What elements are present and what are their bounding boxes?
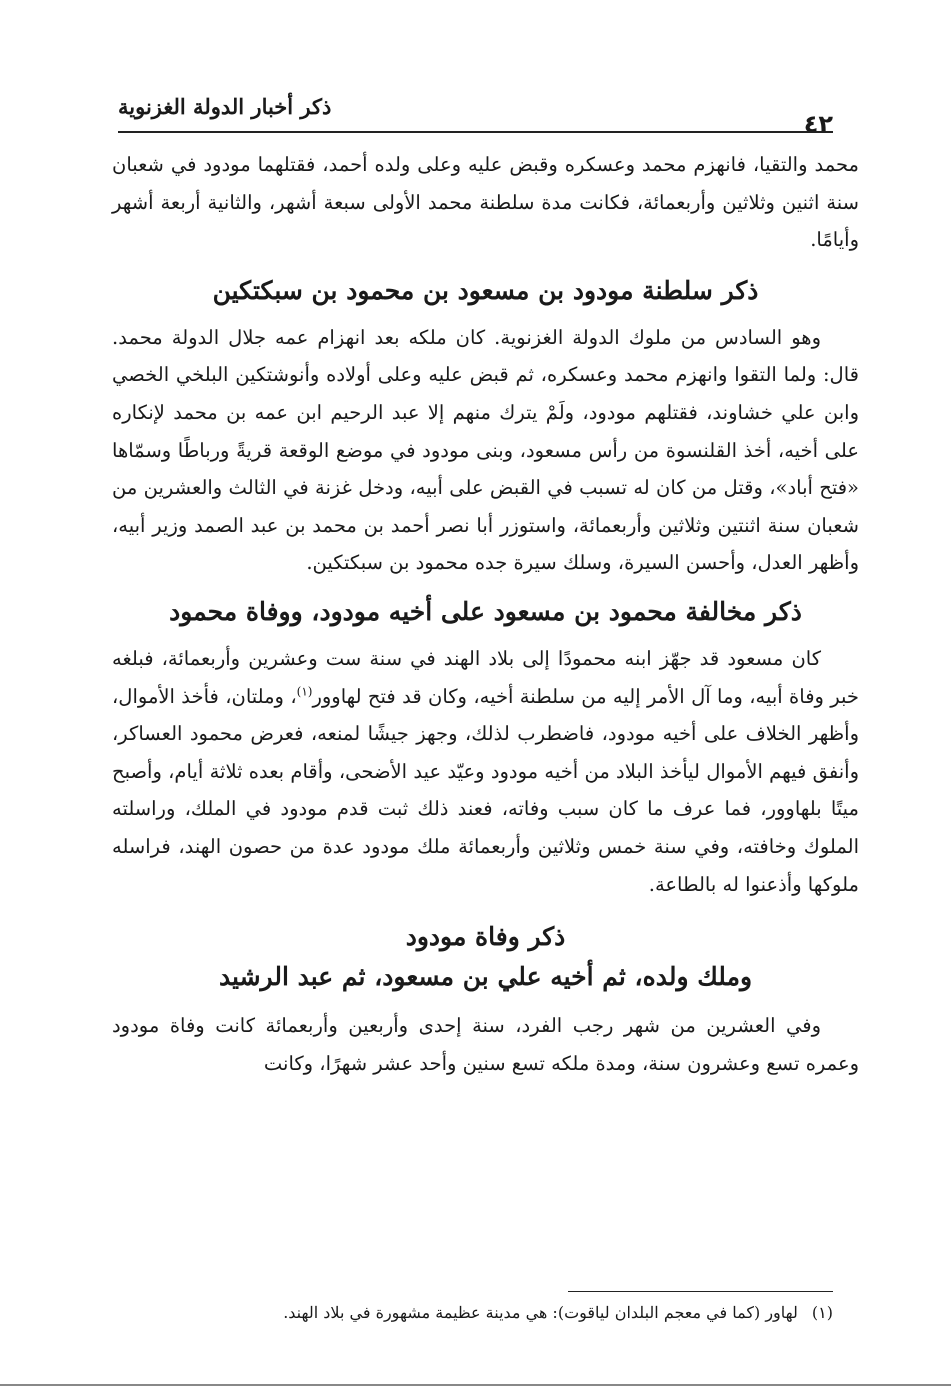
- running-title: ذكر أخبار الدولة الغزنوية: [118, 94, 332, 119]
- mahmud-dispute-paragraph: [112, 640, 859, 903]
- mawdud-death-paragraph: وفي العشرين من شهر رجب الفرد، سنة إحدى وأربعين وأربعمائة كانت وفاة مودود وعمره تسع وعشرون سنة، ومدة ملكه تسع سنين وأحد عشر شهرًا، وكانت: [112, 1014, 859, 1075]
- scan-bottom-edge: [0, 1384, 951, 1386]
- running-head: [118, 94, 833, 138]
- section-heading-mawdud-sultanate: ذكر سلطنة مودود بن مسعود بن محمود بن سبكتكين: [212, 275, 759, 305]
- intro-paragraph: محمد والتقيا، فانهزم محمد وعسكره وقبض عليه وعلى ولده أحمد، فقتلهما مودود في شعبان سنة اثنين وثلاثين وأربعمائة، فكانت مدة سلطنة محمد الأولى سبعة أشهر، والثانية أربعة أشهر وأيامًا.: [112, 153, 859, 252]
- paragraph-text-part-1: كان مسعود قد جهّز ابنه محمودًا إلى بلاد الهند في سنة ست وعشرين وأربعمائة، فبلغه خبر وفاة أبيه، وما آل الأمر إليه من سلطنة أخيه، وكان قد فتح لهاوور: [112, 646, 859, 708]
- paragraph-text-part-2: ، وملتان، فأخذ الأموال، وأظهر الخلاف على أخيه مودود، فاضطرب لذلك، وجهز جيشًا لمنعه، فعرض محمود العساكر، وأنفق فيهم الأموال ليأخذ البلاد من أخيه مودود وعيّد عيد الأضحى، وأقام بعده ثلاثة أيام، وأصبح ميتًا بلهاوور، فما عرف ما كان سبب وفاته، فعند ذلك ثبت قدم مودود في الملك، وراسلته الملوك وخافته، وفي سنة خمس وثلاثين وأربعمائة ملك مودود عدة من حصون الهند، فراسله ملوكها وأذعنوا له بالطاعة.: [112, 684, 859, 896]
- section-heading-mahmud-dispute: ذكر مخالفة محمود بن مسعود على أخيه مودود، ووفاة محمود: [169, 596, 802, 626]
- footnote: [118, 1300, 833, 1326]
- section-heading-mawdud-death: ذكر وفاة مودود: [405, 922, 566, 952]
- footnote-text: لهاور (كما في معجم البلدان لياقوت): هي مدينة عظيمة مشهورة في بلاد الهند.: [283, 1303, 798, 1322]
- page-number: ٤٢: [803, 110, 833, 138]
- page-body: [112, 146, 859, 1082]
- header-rule: [118, 131, 833, 133]
- footnote-marker: (١): [811, 1303, 833, 1322]
- footnote-rule: [568, 1291, 833, 1292]
- mawdud-sultanate-paragraph: وهو السادس من ملوك الدولة الغزنوية. كان ملكه بعد انهزام عمه جلال الدولة محمد. قال: ولما التقوا وانهزم محمد وعسكره، ثم قبض عليه وعلى أولاده وأنوشتكين البلخي الخصي وابن علي خشاوند، فقتلهم مودود، ولَمْ يترك منهم إلا عبد الرحيم ابن عمه بن محمد لإنكاره على أخيه، أخذ القلنسوة من رأس مسعود، وبنى مودود في موضع الوقعة قريةً ورباطًا وسمّاها «فتح أباد»، وقتل من كان له تسبب في القبض على أبيه، ودخل غزنة في الثالث والعشرين من شعبان سنة اثنتين وثلاثين وأربعمائة، واستوزر أبا نصر أحمد بن محمد بن عبد الصمد وزير أبيه، وأظهر العدل، وأحسن السيرة، وسلك سيرة جده محمود بن سبكتكين.: [112, 325, 859, 575]
- section-subheading-succession: وملك ولده، ثم أخيه علي بن مسعود، ثم عبد الرشيد: [218, 962, 753, 992]
- footnote-reference[interactable]: (١): [296, 684, 313, 699]
